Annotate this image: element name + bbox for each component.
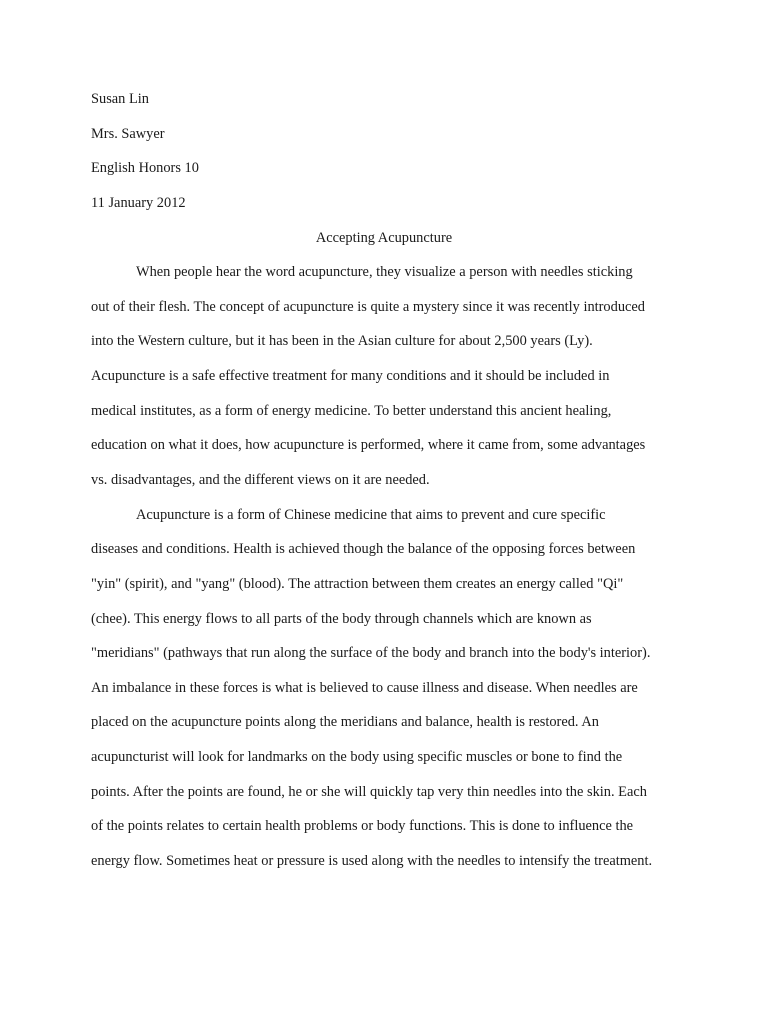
paragraph-2-line: acupuncturist will look for landmarks on the body using specific muscles or bone to find the [91,749,623,765]
paragraph-1-line: medical institutes, as a form of energy medicine. To better understand this ancient healing, [91,403,612,419]
paragraph-2-line: energy flow. Sometimes heat or pressure is used along with the needles to intensify the treatment. [91,853,653,869]
paragraph-1-line: out of their flesh. The concept of acupuncture is quite a mystery since it was recently introduced [91,299,645,315]
course-name: English Honors 10 [91,160,199,176]
essay-title: Accepting Acupuncture [315,230,453,246]
paragraph-2-line: of the points relates to certain health problems or body functions. This is done to influence the [91,818,634,834]
paragraph-2-line: placed on the acupuncture points along the meridians and balance, health is restored. An [91,714,599,730]
paragraph-1-line: vs. disadvantages, and the different views on it are needed. [91,472,430,488]
paragraph-1-line: education on what it does, how acupuncture is performed, where it came from, some advantages [91,437,646,453]
paragraph-2-line: Acupuncture is a form of Chinese medicine that aims to prevent and cure specific [136,507,606,523]
paragraph-1-line: into the Western culture, but it has been in the Asian culture for about 2,500 years (Ly). [91,333,593,349]
paragraph-2-line: "yin" (spirit), and "yang" (blood). The attraction between them creates an energy called "Qi" [91,576,624,592]
paragraph-1-line: When people hear the word acupuncture, they visualize a person with needles sticking [136,264,633,280]
paragraph-2-line: points. After the points are found, he or she will quickly tap very thin needles into the skin. Each [91,784,647,800]
paragraph-2-line: An imbalance in these forces is what is believed to cause illness and disease. When needles are [91,680,638,696]
author-name: Susan Lin [91,91,149,107]
paragraph-2-line: "meridians" (pathways that run along the surface of the body and branch into the body's interior). [91,645,651,661]
paragraph-2-line: (chee). This energy flows to all parts of the body through channels which are known as [91,611,592,627]
paragraph-1-line: Acupuncture is a safe effective treatment for many conditions and it should be included in [91,368,610,384]
essay-date: 11 January 2012 [91,195,186,211]
paragraph-2-line: diseases and conditions. Health is achieved though the balance of the opposing forces between [91,541,636,557]
teacher-name: Mrs. Sawyer [91,126,165,142]
